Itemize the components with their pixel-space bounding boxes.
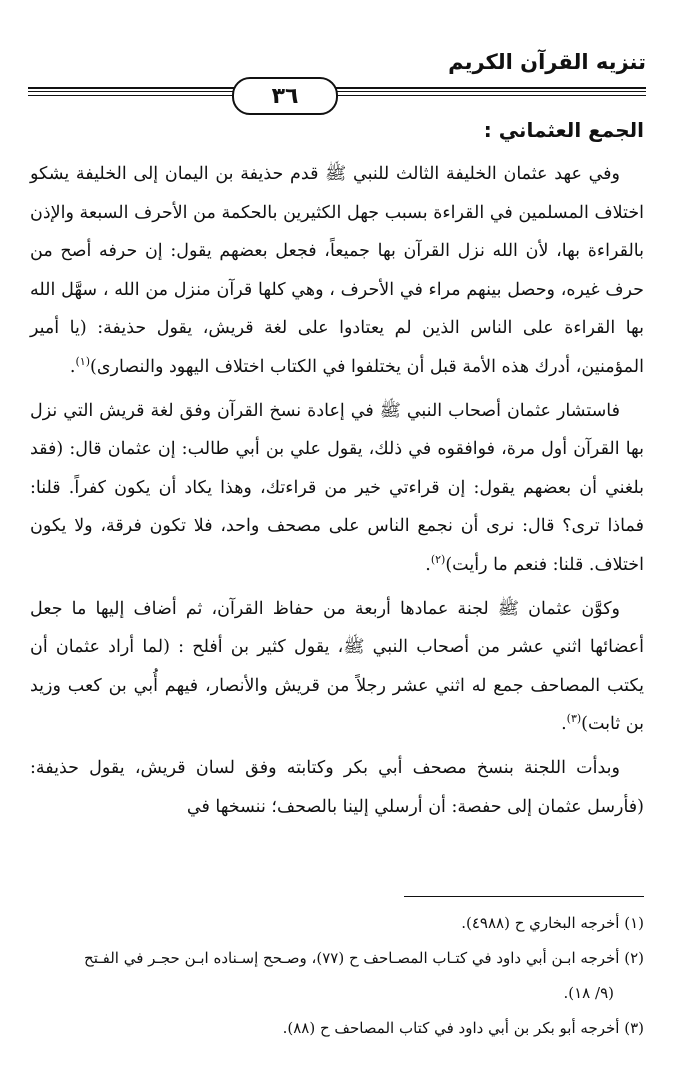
paragraph bbox=[30, 749, 644, 826]
running-header-title: تنزيه القرآن الكريم bbox=[448, 50, 646, 74]
page-number: ٣٦ bbox=[271, 83, 299, 109]
footnote-reference: (١) bbox=[75, 355, 90, 369]
footnote-divider bbox=[404, 896, 644, 897]
footnote-reference: (٢) bbox=[430, 553, 446, 567]
paragraph-text: وكوَّن عثمان ﷺ لجنة عمادها أربعة من حفاظ القرآن، ثم أضاف إليها ما جعل أعضائها اثني عشر من أصحاب النبي ﷺ، يقول كثير بن أفلح : (لما أراد عثمان أن يكتب المصاحف جمع له اثني عشر رجلاً من قريش والأنصار، فيهم أُبي بن كعب وزيد بن ثابت) bbox=[30, 598, 644, 735]
footnote-continuation: (٩/ ١٨). bbox=[563, 984, 614, 1002]
footnote: (٣) أخرجه أبو بكر بن أبي داود في كتاب المصاحف ح (٨٨). bbox=[282, 1019, 644, 1037]
footnote: (١) أخرجه البخاري ح (٤٩٨٨). bbox=[461, 914, 644, 932]
footnote-reference: (٣) bbox=[566, 712, 582, 726]
paragraph: فاستشار عثمان أصحاب النبي ﷺ في إعادة نسخ القرآن وفق لغة قريش التي نزل بها القرآن أول مرة، فوافقوه في ذلك، يقول علي بن أبي طالب: إن عثمان قال: (فقد بلغني أن بعضهم يقول: إن قراءتي خير من قراءتك، وهذا يكاد أن يكون كفراً. قلنا: فماذا ترى؟ قال: نرى أن نجمع الناس على مصحف واحد، فلا تكون فرقة، ولا يكون اختلاف. قلنا: فنعم ما رأيت)$^{(٢)}$. bbox=[30, 400, 644, 575]
footnotes bbox=[30, 906, 644, 1046]
page-number-badge bbox=[232, 77, 338, 115]
body-text bbox=[30, 155, 644, 826]
paragraph-text: وفي عهد عثمان الخليفة الثالث للنبي ﷺ قدم حذيفة بن اليمان إلى الخليفة يشكو اختلاف المسلمين في القراءة بسبب جهل الكثيرين بالحكمة من الأحرف السبعة والإذن بالقراءة بها، لأن الله نزل القرآن بها جميعاً، فجعل بعضهم يقول: إن حرفه أصح من حرف غيره، وحصل بينهم مراء في الأحرف ، وهي كلها قرآن منزل من الله ، سهَّل الله بها القراءة على الناس الذين لم يعتادوا على لغة قريش، يقول حذيفة: (يا أمير المؤمنين، أدرك هذه الأمة قبل أن يختلفوا في الكتاب اختلاف اليهود والنصارى) bbox=[30, 164, 644, 377]
footnote: (٢) أخرجه ابـن أبي داود في كتـاب المصـاحف ح (٧٧)، وصـحح إسـناده ابـن حجـر في الفـتح bbox=[84, 949, 644, 967]
paragraph: وفي عهد عثمان الخليفة الثالث للنبي ﷺ قدم حذيفة بن اليمان إلى الخليفة يشكو اختلاف المسلمين في القراءة بسبب جهل الكثيرين بالحكمة من الأحرف السبعة والإذن بالقراءة بها، لأن الله نزل القرآن بها جميعاً، فجعل بعضهم يقول: إن حرفه أصح من حرف غيره، وحصل بينهم مراء في الأحرف ، وهي كلها قرآن منزل من الله ، سهَّل الله بها القراءة على الناس الذين لم يعتادوا على لغة قريش، يقول حذيفة: (يا أمير المؤمنين، أدرك هذه الأمة قبل أن يختلفوا في الكتاب اختلاف اليهود والنصارى)$^{(١)}$. bbox=[30, 164, 644, 377]
section-heading: الجمع العثماني : bbox=[483, 118, 644, 142]
paragraph-text: وبدأت اللجنة بنسخ مصحف أبي بكر وكتابته وفق لسان قريش، يقول حذيفة: (فأرسل عثمان إلى حفصة: أن أرسلي إلينا بالصحف؛ ننسخها في bbox=[30, 757, 644, 817]
paragraph: وكوَّن عثمان ﷺ لجنة عمادها أربعة من حفاظ القرآن، ثم أضاف إليها ما جعل أعضائها اثني عشر من أصحاب النبي ﷺ، يقول كثير بن أفلح : (لما أراد عثمان أن يكتب المصاحف جمع له اثني عشر رجلاً من قريش والأنصار، فيهم أُبي بن كعب وزيد بن ثابت)$^{(٣)}$. bbox=[30, 598, 644, 735]
paragraph-text: فاستشار عثمان أصحاب النبي ﷺ في إعادة نسخ القرآن وفق لغة قريش التي نزل بها القرآن أول مرة، فوافقوه في ذلك، يقول علي بن أبي طالب: إن عثمان قال: (فقد بلغني أن بعضهم يقول: إن قراءتي خير من قراءتك، وهذا يكاد أن يكون كفراً. قلنا: فماذا ترى؟ قال: نرى أن نجمع الناس على مصحف واحد، فلا تكون فرقة، ولا يكون اختلاف. قلنا: فنعم ما رأيت) bbox=[30, 400, 644, 575]
